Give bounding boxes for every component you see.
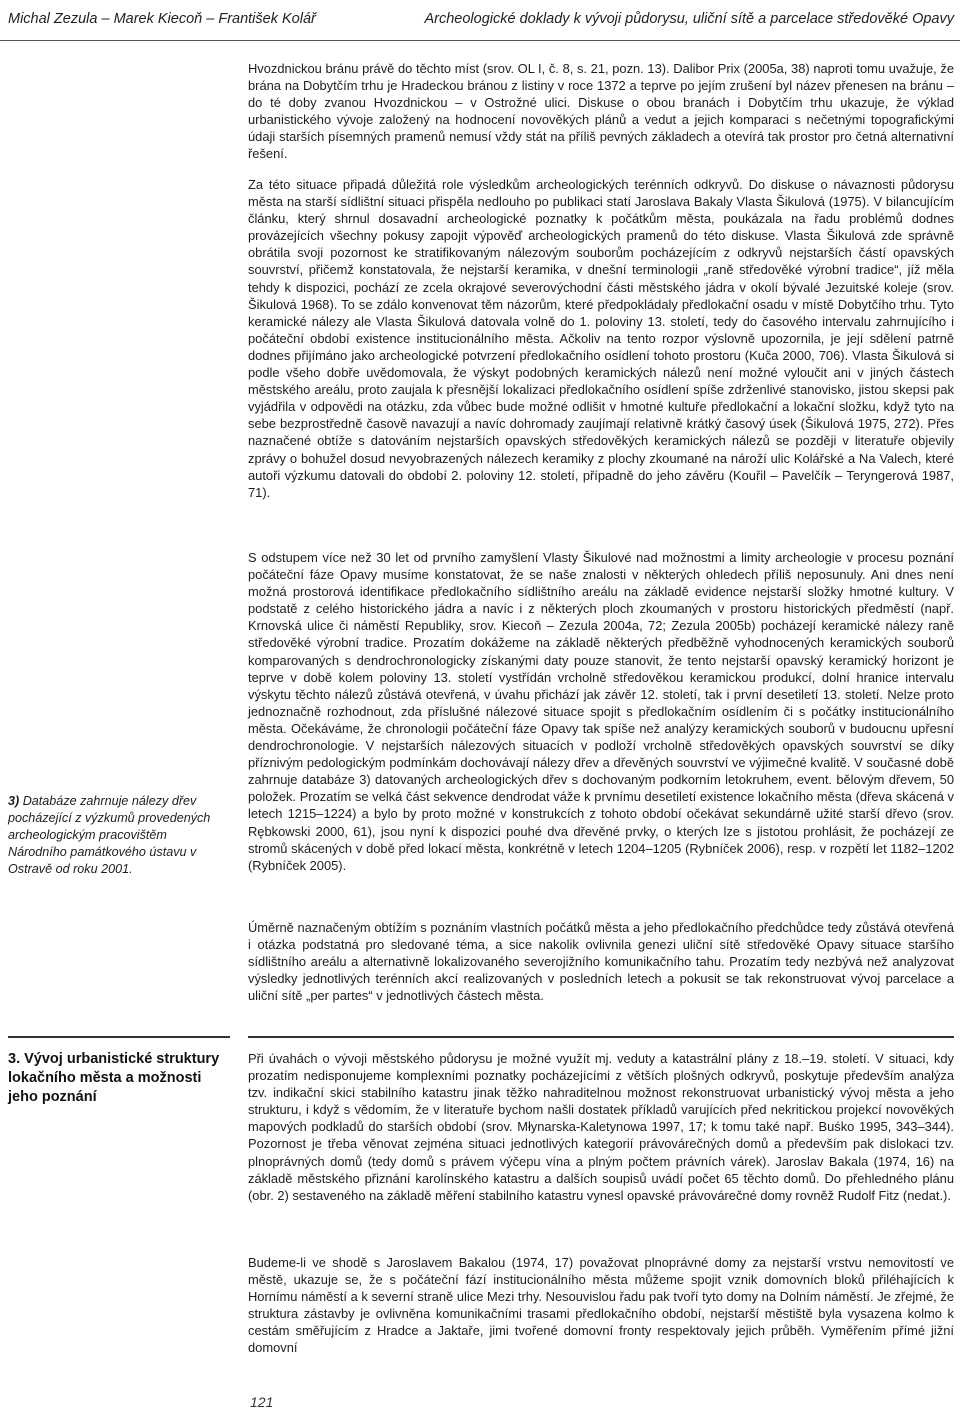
footnote-marker: 3)	[8, 794, 20, 808]
running-header	[0, 0, 960, 42]
header-authors: Michal Zezula – Marek Kiecoň – František Kolář	[8, 11, 316, 27]
paragraph-2: Za této situace připadá důležitá role výsledkům archeologických terénních odkryvů. Do diskuse o návaznosti půdorysu města na starší sídlištní situaci přispěla nedlouho po publikaci statí Jaroslava Bakaly Vlasta Šikulová (1975). V bilancujícím článku, který shrnul dosavadní archeologické poznatky k počátkům města, poukázala na řadu problémů dodnes provázejících všechny pokusy zapojit výpověď archeologických pramenů do této diskuse. Vlasta Šikulová zde správně obrátila svoji pozornost ke stratifikovaným nálezovým souborům pocházejícím z odkryvů nejstarších částí opavských souvrství, přičemž konstatovala, že nejstarší keramika, v dnešní terminologii „raně středověké výrobní tradice“, jíž měla tehdy k dispozici, pochází ze zcela okrajové severovýchodní části městského jádra v okolí bývalé Jezuitské koleje (srov. Šikulová 1968). To se zdálo konvenovat těm názorům, které předpokládaly předlokační osadu v místě Dobytčího trhu. Tyto keramické nálezy ale Vlasta Šikulová datovala volně do 1. poloviny 13. století, tedy do časového intervalu zahrnujícího i počáteční období existence institucionálního města. Ačkoliv na tento rozpor výslovně upozornila, je její sdělení patrně dodnes přijímáno jako archeologické potvrzení předlokačního osídlení tohoto prostoru (Kuča 2000, 706). Vlasta Šikulová si podle všeho dobře uvědomovala, že výskyt podobných keramických nálezů není možné vyloučit ani v jiných částech městského areálu, proto zaujala k přesnější lokalizaci předlokačního osídlení spíše zdrženlivé stanovisko, jistou skepsi pak vyjádřila v odpovědi na otázku, zda vůbec bude možné odlišit v hmotné kultuře předlokační a lokační složku, když tyto na sebe bezprostředně časově navazují a navíc dohromady zaujímají relativně krátký časový úsek (Šikulová 1975, 272). Přes naznačené obtíže s datováním nejstarších opavských středověkých keramických nálezů se později v literatuře objevily zprávy o bohužel dosud nevyobrazených nálezech keramiky z plochy zkoumané na nároží ulic Kolářské a Na Valech, které autoři výzkumu datovali do období 2. poloviny 12. století, případně do jeho závěru (Kouřil – Pavelčík – Teryngerová 1987, 71).	[248, 177, 954, 500]
section-rule-left	[8, 1036, 230, 1038]
section-rule-right	[248, 1036, 954, 1038]
header-rule	[0, 40, 960, 41]
footnote	[8, 793, 216, 878]
paragraph-6: Budeme-li ve shodě s Jaroslavem Bakalou (1974, 17) považovat plnoprávné domy za nejstarší vrstvu nemovitostí ve městě, ukazuje se, že s počáteční fází institucionálního města můžeme spojit vznik domovních bloků přiléhajících k Hornímu náměstí a k severní straně ulice Mezi trhy. Nesouvislou řadu pak tvoří tyto domy na Dolním náměstí. Je zřejmé, že struktura zástavby je ovlivněna komunikačními trasami předlokačního období, nejstarší městiště byla vysazena kolmo k cestám směřujícím z Hradce a Jaktaře, jimi tvořené domovní fronty respektovaly jejich průběh. Vyměřením přímé jižní domovní	[248, 1255, 954, 1356]
section-heading: 3. Vývoj urbanistické struktury lokačního města a možnosti jeho poznání	[8, 1051, 220, 1105]
footnote-text: Databáze zahrnuje nálezy dřev pocházející z výzkumů provedených archeologickým pracovištěm Národního památkového ústavu v Ostravě od roku 2001.	[8, 794, 211, 876]
page-number: 121	[250, 1394, 274, 1410]
paragraph-5: Při úvahách o vývoji městského půdorysu je možné využít mj. veduty a katastrální plány z 18.–19. století. V situaci, kdy prozatím nedisponujeme komplexními poznatky pocházejícími z větších plošných odkryvů, poskytuje především analýza tzv. indikační skici stabilního katastru jinak těžko nahraditelnou možnost rekonstruovat urbanistický vývoj města a jeho strukturu, i když s vědomím, že v literatuře bychom našli dostatek příkladů varujících před nekritickou projekcí novověkých mapových podkladů do starších období (srov. Młynarska-Kaletynowa 1997, 17; k tomu také např. Buśko 1995, 343–344). Pozornost je třeba věnovat zejména situaci jednotlivých kategorií právovárečných domů a především pak dislokaci tzv. plnoprávných domů (tedy domů s právem výčepu vína a plným počtem právních várek). Jaroslav Bakala (1974, 16) na základě městského přiznání karolínského katastru a dalších soupisů uvádí počet 65 těchto domů. Do přehledného plánu (obr. 2) sestaveného na základě měření stabilního katastru vynesl opavské právovárečné domy rovněž Rudolf Fitz (nedat.).	[248, 1051, 954, 1203]
header-title: Archeologické doklady k vývoji půdorysu, uliční sítě a parcelace středověké Opavy	[424, 11, 954, 27]
paragraph-1: Hvozdnickou bránu právě do těchto míst (srov. OL I, č. 8, s. 21, pozn. 13). Dalibor Prix (2005a, 38) naproti tomu uvažuje, že brána na Dobytčím trhu je Hradeckou bránou z listiny v roce 1372 a teprve po jejím zrušení byl název přenesen na bránu – do té doby zvanou Hvozdnickou – v Ostrožné ulici. Diskuse o obou branách i Dobytčím trhu ukazuje, že výklad urbanistického vývoje založený na hodnocení novověkých plánů a vedut a jejich komparaci s nečetnými topografickými údaji starších písemných pramenů nemusí vždy stát na příliš pevných základech a otevírá tak prostor pro četná alternativní řešení.	[248, 61, 954, 162]
paragraph-3: S odstupem více než 30 let od prvního zamyšlení Vlasty Šikulové nad možnostmi a limity archeologie v procesu poznání počáteční fáze Opavy musíme konstatovat, že se naše znalosti v některých ohledech příliš neposunuly. Ani dnes není možná prostorová identifikace předlokačního sídlištního areálu na základě evidence nejstarší složky hmotné kultury. V podstatě z celého historického jádra a navíc i z některých ploch zkoumaných v prostoru historických předměstí (např. Krnovská ulice či náměstí Republiky, srov. Kiecoň – Zezula 2004a, 72; Zezula 2005b) pocházejí keramické nálezy raně středověké výrobní tradice. Prozatím dokážeme na základě některých předběžně vyhodnocených keramických souborů komparovaných s dendrochronologicky získanými daty pouze stanovit, že tento nejstarší opavský keramický horizont je teprve v době kolem poloviny 13. století vystřídán vrcholně středověkou keramickou produkcí, dolní hranice intervalu výskytu těchto nálezů zůstává otevřená, v úvahu přichází jak závěr 12. století, tak i první desetiletí 13. století. Nelze proto jednoznačně rozhodnout, zda příslušné nálezové situace spojit s předlokačním osídlením či s počátky institucionálního města. Očekáváme, že chronologii počáteční fáze Opavy tak spíše než analýzy keramických souborů v budoucnu upřesní dendrochronologie. V nejstarších nálezových situacích v podloží vrcholně středověkých opavských souvrství se díky příznivým pedologickým podmínkám dochovávají nálezy dřev a dřevěných souvrství ve výjimečné kvalitě. V současné době zahrnuje databáze 3) datovaných archeologických dřev s dochovaným podkorním letokruhem, event. bělovým dřevem, 50 položek. Prozatím se velká část sekvence dendrodat váže k prvnímu desetiletí existence lokačního města (dřeva skácená v letech 1215–1224) a bylo by proto možné v konstrukcích z tohoto období očekávat sekundárně užité starší dřevo (srov. Rębkowski 2000, 61), jsou nyní k dispozici pouhé dva dřevěné prvky, o kterých lze s jistotou prohlásit, že pocházejí ze stromů skácených v době před lokací města, konkrétně v letech 1204–1205 (Rybníček 2006), resp. v rozpětí let 1182–1202 (Rybníček 2005).	[248, 550, 954, 873]
paragraph-4: Úměrně naznačeným obtížím s poznáním vlastních počátků města a jeho předlokačního předchůdce tedy zůstává otevřená i otázka podstatná pro sledované téma, a sice nakolik ovlivnila genezi uliční sítě středověké Opavy situace staršího sídlištního areálu a alternativně lokalizovaného severojižního komunikačního tahu. Prozatím tedy nezbývá než analyzovat výsledky jednotlivých terénních akcí realizovaných v posledních letech a pokusit se tak rekonstruovat vývoj parcelace a uliční sítě „per partes“ v jednotlivých částech města.	[248, 920, 954, 1004]
